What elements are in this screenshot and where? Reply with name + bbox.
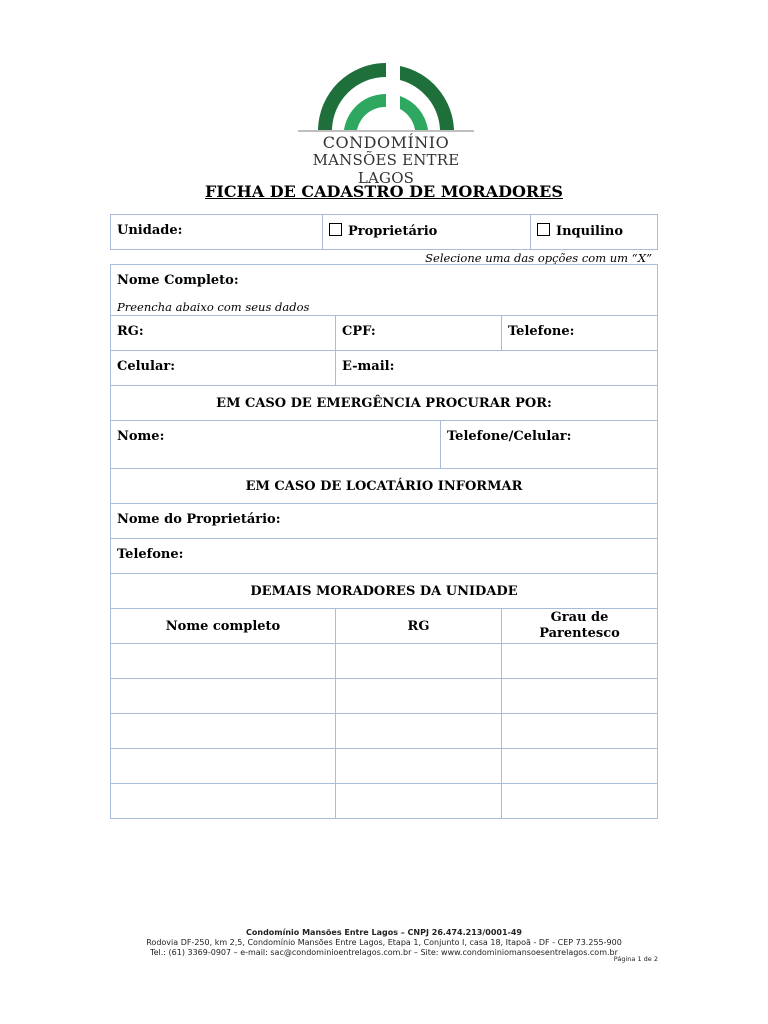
tenant-telefone-field[interactable]	[110, 538, 658, 574]
residents-header	[110, 573, 658, 609]
inquilino-label: Inquilino	[556, 224, 624, 239]
proprietario-checkbox[interactable]	[329, 223, 342, 236]
emergency-nome-label: Nome:	[117, 429, 165, 444]
rg-label: RG:	[117, 324, 144, 339]
celular-field[interactable]	[110, 350, 336, 386]
tenant-header-text: EM CASO DE LOCATÁRIO INFORMAR	[245, 478, 523, 494]
tenant-telefone-label: Telefone:	[117, 547, 184, 562]
logo-text-line2: MANSÕES ENTRE LAGOS	[312, 151, 460, 187]
emergency-telefone-label: Telefone/Celular:	[447, 429, 572, 444]
emergency-header-text: EM CASO DE EMERGÊNCIA PROCURAR POR:	[216, 395, 552, 411]
proprietario-label: Proprietário	[348, 224, 438, 239]
page-number: Página 1 de 2	[613, 955, 658, 963]
resident-5-rg-cell[interactable]	[335, 783, 502, 819]
footer-company: Condomínio Mansões Entre Lagos – CNPJ 26.474.213/0001-49	[246, 928, 522, 937]
telefone-field[interactable]	[501, 315, 658, 351]
rg-field[interactable]	[110, 315, 336, 351]
inquilino-checkbox[interactable]	[537, 223, 550, 236]
resident-1-rg-cell[interactable]	[335, 643, 502, 679]
proprietario-option[interactable]	[322, 214, 531, 250]
resident-5-nome-cell[interactable]	[110, 783, 336, 819]
resident-5-grau-cell[interactable]	[501, 783, 658, 819]
emergency-header	[110, 385, 658, 421]
resident-4-grau-cell[interactable]	[501, 748, 658, 784]
col-grau-header	[501, 608, 658, 644]
fill-hint: Preencha abaixo com seus dados	[117, 300, 310, 314]
form-title: FICHA DE CADASTRO DE MORADORES	[205, 182, 563, 201]
condominium-logo	[286, 60, 486, 187]
resident-2-nome-cell[interactable]	[110, 678, 336, 714]
selection-hint: Selecione uma das opções com um “X”	[425, 251, 652, 265]
emergency-telefone-field[interactable]	[440, 420, 658, 469]
resident-2-grau-cell[interactable]	[501, 678, 658, 714]
emergency-nome-field[interactable]	[110, 420, 441, 469]
inquilino-option[interactable]	[530, 214, 658, 250]
col-rg-header	[335, 608, 502, 644]
residents-header-text: DEMAIS MORADORES DA UNIDADE	[250, 583, 518, 599]
logo-arc-icon	[296, 60, 476, 132]
footer-contact: Tel.: (61) 3369-0907 – e-mail: sac@condominioentrelagos.com.br – Site: www.condominiomansoesentrelagos.com.br	[150, 948, 618, 957]
resident-3-rg-cell[interactable]	[335, 713, 502, 749]
cpf-label: CPF:	[342, 324, 376, 339]
resident-1-nome-cell[interactable]	[110, 643, 336, 679]
email-label: E-mail:	[342, 359, 395, 374]
col-rg-label: RG	[407, 618, 430, 634]
nome-proprietario-field[interactable]	[110, 503, 658, 539]
telefone-label: Telefone:	[508, 324, 575, 339]
celular-label: Celular:	[117, 359, 176, 374]
footer-address: Rodovia DF-250, km 2,5, Condomínio Mansões Entre Lagos, Etapa 1, Conjunto I, casa 18, Itapoã - DF - CEP 73.255-900	[146, 938, 622, 947]
col-nome-label: Nome completo	[165, 618, 281, 634]
resident-3-nome-cell[interactable]	[110, 713, 336, 749]
col-nome-header	[110, 608, 336, 644]
resident-3-grau-cell[interactable]	[501, 713, 658, 749]
col-grau-label: Grau de Parentesco	[539, 610, 620, 641]
logo-text-line1: CONDOMÍNIO	[322, 133, 450, 152]
resident-1-grau-cell[interactable]	[501, 643, 658, 679]
unidade-label: Unidade:	[117, 223, 183, 238]
nome-proprietario-label: Nome do Proprietário:	[117, 512, 281, 527]
resident-4-rg-cell[interactable]	[335, 748, 502, 784]
email-field[interactable]	[335, 350, 658, 386]
tenant-header	[110, 468, 658, 504]
cpf-field[interactable]	[335, 315, 502, 351]
resident-4-nome-cell[interactable]	[110, 748, 336, 784]
nome-completo-label: Nome Completo:	[117, 273, 239, 288]
unidade-field[interactable]	[110, 214, 323, 250]
resident-2-rg-cell[interactable]	[335, 678, 502, 714]
